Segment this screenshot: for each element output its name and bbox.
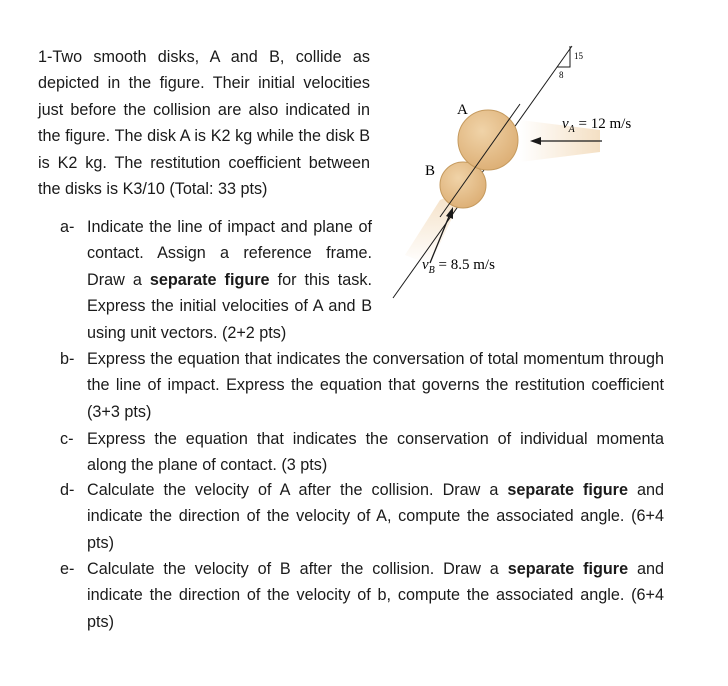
- question-label: c-: [60, 430, 74, 448]
- question-text: Express the equation that indicates the conservation of individual momenta along the plane of contact. (3 pts): [87, 430, 664, 475]
- question-text: Calculate the velocity of B after the collision. Draw a separate figure and indicate the direction of the velocity of b, compute the associated angle. (6+4 pts): [87, 560, 665, 631]
- question-text: Indicate the line of impact and plane of contact. Assign a reference frame. Draw a separate figure for this task. Express the initial velocities of A and B using unit vectors. (2+2 pts): [87, 218, 372, 342]
- question-d: [60, 477, 664, 556]
- question-label: e-: [60, 560, 75, 578]
- question-label: d-: [60, 481, 75, 499]
- problem-intro-text: 1-Two smooth disks, A and B, collide as depicted in the figure. Their initial velocities just before the collision are also indicated in the figure. The disk A is K2 kg while the disk B is K2 kg. The restitution coefficient between the disks is K3/10 (Total: 33 pts): [38, 48, 370, 199]
- question-e: [60, 556, 664, 635]
- velocity-a-label: $v_A = 12$ m/s: [562, 116, 632, 135]
- slope-rise-label: 15: [574, 51, 583, 61]
- question-label: b-: [60, 350, 75, 368]
- disk-a-label: A: [457, 102, 468, 118]
- velocity-b-label: $v_B = 8.5$ m/s: [422, 257, 495, 276]
- question-text: Calculate the velocity of A after the collision. Draw a separate figure and indicate the direction of the velocity of A, compute the associated angle. (6+4 pts): [87, 481, 664, 552]
- disk-b-label: B: [425, 163, 436, 179]
- slope-run-label: 8: [559, 70, 564, 80]
- question-label: a-: [60, 218, 75, 236]
- question-text: Express the equation that indicates the conversation of total momentum through the line of impact. Express the equation that governs the restitution coefficient (3+3 pts): [87, 350, 664, 421]
- question-a: [60, 214, 372, 346]
- question-c: [60, 426, 664, 479]
- question-b: [60, 346, 664, 425]
